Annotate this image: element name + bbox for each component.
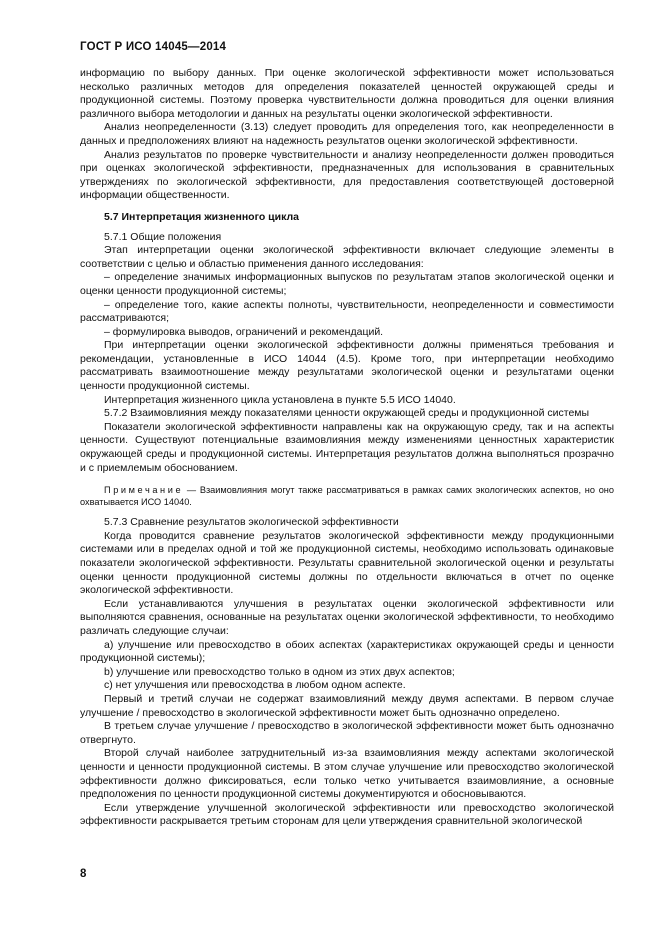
note-text: — Взаимовлияния могут также рассматриваться в рамках самих экологических аспектов, но оно охватывается ИСО 14040. <box>80 485 614 508</box>
page-content <box>80 67 614 829</box>
paragraph: 5.7.2 Взаимовлияния между показателями ценности окружающей среды и продукционной системы <box>104 407 590 420</box>
paragraph: Если устанавливаются улучшения в результатах оценки экологической эффективности или выполняются сравнения, основанные на результатах оценки экологической эффективности, то необходимо различать следующие случаи: <box>80 597 614 637</box>
paragraph: Интерпретация жизненного цикла установлена в пункте 5.5 ИСО 14040. <box>104 393 456 406</box>
paragraph: Когда проводится сравнение результатов экологической эффективности между продукционными системами или в пределах одной и той же продукционной системы, необходимо использовать одинаковые показатели экологической эффективности. Результаты сравнительной экологической оценки и результаты оценки ценности продукционной системы должны по отдельности включаться в отчет по оценке экологической эффективности. <box>80 529 614 597</box>
list-item: b) улучшение или превосходство только в одном из этих двух аспектов; <box>104 665 455 678</box>
list-item: – формулировка выводов, ограничений и рекомендаций. <box>104 325 384 338</box>
section-heading: 5.7 Интерпретация жизненного цикла <box>104 210 299 223</box>
paragraph: Показатели экологической эффективности направлены как на окружающую среду, так и на аспекты ценности. Существуют потенциальные взаимовлияния между изменениями ценностных характеристик окружающей среды и продукционной системы. Интерпретация результатов должна выполняться прозрачно и с приемлемым обоснованием. <box>80 420 614 474</box>
note-label: Примечание <box>104 485 184 496</box>
list-item: – определение того, какие аспекты полноты, чувствительности, неопределенности и совместимости рассматриваются; <box>80 298 614 325</box>
paragraph: Анализ результатов по проверке чувствительности и анализу неопределенности должен проводиться при оценках экологической эффективности, предназначенных для использования в сравнительных утверждениях по экологической эффективности, для предоставления соответствующей достоверной информации общественности. <box>80 148 614 202</box>
subsection-heading: 5.7.3 Сравнение результатов экологической эффективности <box>104 516 399 529</box>
note-paragraph <box>80 484 614 508</box>
list-item: a) улучшение или превосходство в обоих аспектах (характеристиках окружающей среды и ценности продукционной системы); <box>80 638 614 665</box>
list-item: – определение значимых информационных выпусков по результатам этапов экологической оценки и оценки ценности продукционной системы; <box>80 271 614 297</box>
page-number: 8 <box>80 868 87 880</box>
paragraph: Первый и третий случаи не содержат взаимовлияний между двумя аспектами. В первом случае улучшение / превосходство в экологической эффективности может быть однозначно определено. <box>80 692 614 719</box>
paragraph: В третьем случае улучшение / превосходство в экологической эффективности может быть однозначно отвергнуто. <box>80 720 614 746</box>
page-header: ГОСТ Р ИСО 14045—2014 <box>80 41 227 53</box>
paragraph: Анализ неопределенности (3.13) следует проводить для определения того, как неопределенности в данных и предположениях влияют на надежность результатов оценки экологической эффективности. <box>80 121 614 147</box>
paragraph: информацию по выбору данных. При оценке экологической эффективности может использоваться несколько различных методов для определения показателей ценностей окружающей среды и продукционной системы. Поэтому проверка чувствительности должна проводиться для оценки влияния различного выбора методологии и данных на результаты оценки экологической эффективности. <box>80 67 614 120</box>
paragraph: Если утверждение улучшенной экологической эффективности или превосходство экологической эффективности раскрывается третьим сторонам для цели утверждения сравнительной экологической <box>80 801 614 828</box>
paragraph: Второй случай наиболее затруднительный из-за взаимовлияния между аспектами экологической ценности и ценности продукционной системы. В этом случае улучшение или превосходство экологической эффективности должно фиксироваться, если только четко учитывается взаимовлияние, а основные предположения по ценности продукционной системы документируются и обосновываются. <box>80 747 614 801</box>
subsection-heading: 5.7.1 Общие положения <box>104 230 222 243</box>
paragraph: При интерпретации оценки экологической эффективности должны применяться требования и рекомендации, установленные в ИСО 14044 (4.5). Кроме того, при интерпретации необходимо рассматривать взаимоотношение между результатами экологической оценки и результатами оценки ценности продукционной системы. <box>80 339 614 393</box>
list-item: c) нет улучшения или превосходства в любом одном аспекте. <box>104 679 406 692</box>
paragraph: Этап интерпретации оценки экологической эффективности включает следующие элементы в соответствии с целью и областью применения данного исследования: <box>80 244 614 270</box>
